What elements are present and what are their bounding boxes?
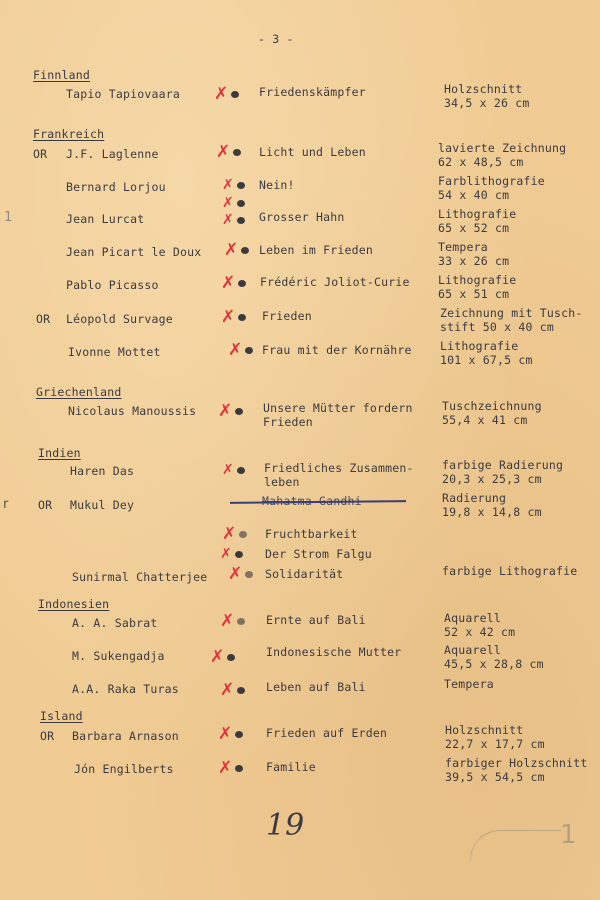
artist-name: A.A. Raka Turas	[72, 682, 179, 696]
section-heading: Griechenland	[36, 385, 122, 399]
check-mark: ✗	[222, 462, 245, 478]
artwork-title: Grosser Hahn	[259, 210, 345, 224]
check-mark: ✗	[222, 526, 247, 542]
check-mark: ✗	[210, 649, 235, 665]
or-prefix: OR	[38, 498, 53, 512]
artwork-medium: farbige Lithografie	[442, 564, 578, 578]
artwork-size: 34,5 x 26 cm	[444, 96, 530, 110]
artwork-medium: farbige Radierung	[442, 458, 564, 472]
artist-name: Sunirmal Chatterjee	[72, 570, 208, 584]
artwork-medium: Holzschnitt	[445, 723, 524, 737]
artwork-title: Leben im Frieden	[259, 243, 373, 257]
artwork-size: 65 x 51 cm	[438, 287, 510, 301]
check-mark: ✗	[220, 682, 245, 698]
artwork-medium: Zeichnung mit Tusch-	[440, 306, 583, 320]
artwork-title: Frieden	[262, 309, 312, 323]
artist-name: Jean Lurcat	[66, 212, 145, 226]
artwork-medium: Lithografie	[438, 207, 517, 221]
artwork-medium: Tempera	[444, 677, 494, 691]
artist-name: Jean Picart le Doux	[66, 245, 202, 259]
check-mark: ✗	[221, 275, 246, 291]
artist-name: Jón Engilberts	[74, 762, 174, 776]
artwork-title: Unsere Mütter fordern	[263, 401, 413, 415]
artwork-size: 101 x 67,5 cm	[440, 353, 533, 367]
check-mark: ✗	[218, 403, 243, 419]
artist-name: Barbara Arnason	[72, 729, 179, 743]
artwork-medium: Aquarell	[444, 611, 501, 625]
check-mark: ✗	[222, 195, 245, 211]
artwork-medium: Farblithografie	[438, 174, 545, 188]
artwork-title: Friedliches Zusammen-	[264, 461, 414, 475]
artwork-title: Fruchtbarkeit	[265, 527, 358, 541]
check-mark: ✗	[220, 613, 245, 629]
artwork-title: Nein!	[259, 178, 295, 192]
artwork-title: Frédéric Joliot-Curie	[260, 275, 410, 289]
artist-name: Tapio Tapiovaara	[66, 87, 180, 101]
or-prefix: OR	[36, 312, 51, 326]
artwork-medium: Lithografie	[440, 339, 519, 353]
artwork-size: 20,3 x 25,3 cm	[442, 472, 542, 486]
artwork-size: 33 x 26 cm	[438, 254, 510, 268]
artwork-title: Der Strom Falgu	[265, 547, 372, 561]
check-mark: ✗	[222, 212, 245, 228]
or-prefix: OR	[33, 147, 48, 161]
check-mark: ✗	[218, 760, 243, 776]
section-heading: Indonesien	[38, 597, 110, 611]
artist-name: M. Sukengadja	[72, 649, 165, 663]
artwork-medium: Radierung	[442, 491, 507, 505]
pencil-scribble	[470, 830, 561, 861]
check-mark: ✗	[221, 309, 246, 325]
artwork-title: Friedenskämpfer	[259, 85, 366, 99]
artwork-medium: Aquarell	[444, 643, 501, 657]
artwork-size: 52 x 42 cm	[444, 625, 516, 639]
or-prefix: OR	[40, 729, 55, 743]
artwork-medium: Holzschnitt	[444, 82, 523, 96]
artwork-title: Frau mit der Kornähre	[262, 343, 412, 357]
artwork-medium: lavierte Zeichnung	[438, 141, 567, 155]
artwork-medium: Lithografie	[438, 273, 517, 287]
page-number: - 3 -	[258, 32, 294, 46]
artwork-size: 65 x 52 cm	[438, 221, 510, 235]
check-mark: ✗	[220, 546, 243, 562]
artist-name: Pablo Picasso	[66, 278, 159, 292]
section-heading: Frankreich	[33, 127, 105, 141]
check-mark: ✗	[214, 86, 239, 102]
artwork-title: Frieden	[263, 415, 313, 429]
artwork-title: leben	[264, 475, 300, 489]
artwork-medium: Tempera	[438, 240, 488, 254]
section-heading: Island	[40, 709, 83, 723]
artwork-title: Leben auf Bali	[266, 680, 366, 694]
margin-mark: r	[3, 497, 9, 512]
artist-name: Léopold Survage	[66, 312, 173, 326]
artist-name: Bernard Lorjou	[66, 180, 166, 194]
check-mark: ✗	[216, 144, 241, 160]
artwork-size: 19,8 x 14,8 cm	[442, 505, 542, 519]
artwork-size: 45,5 x 28,8 cm	[444, 657, 544, 671]
artwork-size: 22,7 x 17,7 cm	[445, 737, 545, 751]
folio-number: 19	[266, 808, 305, 843]
corner-pencil-mark: 1	[560, 820, 577, 850]
artwork-title: Solidarität	[265, 567, 344, 581]
artwork-title: Indonesische Mutter	[266, 645, 402, 659]
artist-name: J.F. Laglenne	[66, 147, 159, 161]
check-mark: ✗	[228, 566, 253, 582]
artwork-medium: farbiger Holzschnitt	[445, 756, 588, 770]
artwork-title: Frieden auf Erden	[266, 726, 388, 740]
artwork-size: stift 50 x 40 cm	[440, 320, 554, 334]
artwork-size: 54 x 40 cm	[438, 188, 510, 202]
check-mark: ✗	[224, 242, 249, 258]
artist-name: Haren Das	[70, 464, 135, 478]
artwork-title: Ernte auf Bali	[266, 613, 366, 627]
check-mark: ✗	[218, 726, 243, 742]
artwork-medium: Tuschzeichnung	[442, 399, 542, 413]
artist-name: A. A. Sabrat	[72, 616, 158, 630]
artwork-size: 62 x 48,5 cm	[438, 155, 524, 169]
artist-name: Ivonne Mottet	[68, 345, 161, 359]
margin-mark: 1	[4, 210, 13, 225]
artist-name: Nicolaus Manoussis	[68, 404, 197, 418]
artwork-size: 55,4 x 41 cm	[442, 413, 528, 427]
check-mark: ✗	[228, 342, 253, 358]
check-mark: ✗	[222, 177, 245, 193]
artwork-title: Licht und Leben	[259, 145, 366, 159]
section-heading: Indien	[38, 446, 81, 460]
artist-name: Mukul Dey	[70, 498, 135, 512]
artwork-size: 39,5 x 54,5 cm	[445, 770, 545, 784]
artwork-title: Familie	[266, 760, 316, 774]
section-heading: Finnland	[33, 68, 90, 82]
